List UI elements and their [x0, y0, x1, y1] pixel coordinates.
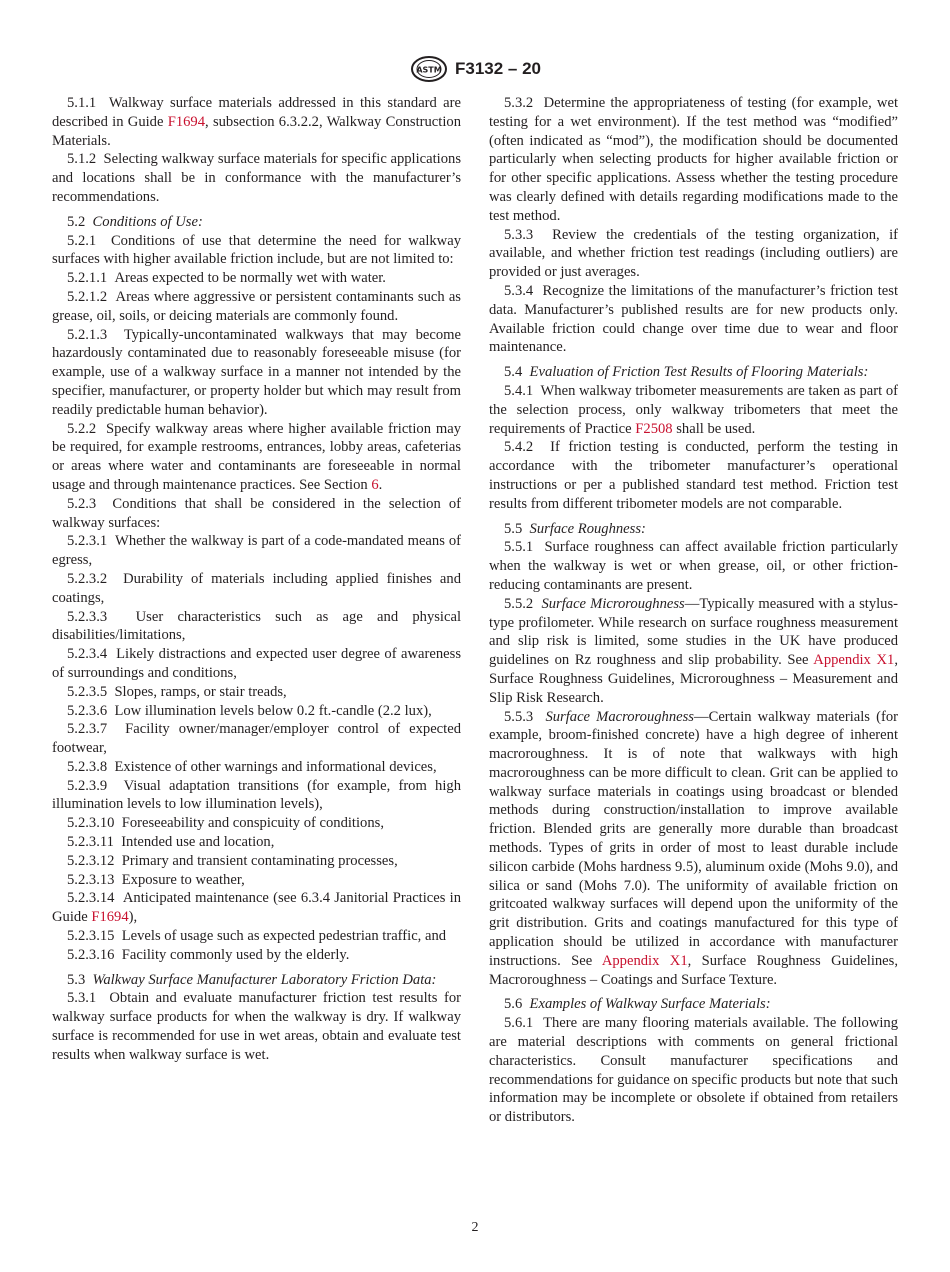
- paragraph-5-2: [52, 213, 461, 232]
- section-number: 5.3.4: [504, 282, 534, 299]
- paragraph-text: Specify walkway areas where higher available friction may be required, for example restrooms, entrances, lobby areas, cafeterias or areas where water and contaminants are foreseeable in normal usage and through maintenance practices. See Section: [52, 420, 462, 493]
- reference-link[interactable]: F2508: [635, 420, 673, 437]
- section-number: 5.3.2: [504, 95, 534, 111]
- paragraph-text: Recognize the limitations of the manufacturer’s friction test data. Manufacturer’s published results are for new products only. Available friction could change over time due to wear and floor maintenance.: [489, 282, 898, 356]
- paragraph-5-2-2: [52, 420, 461, 495]
- section-number: 5.2.3: [67, 495, 97, 512]
- paragraph-5-1-1: [52, 94, 461, 150]
- paragraph-text: —Typically measured with a stylus-type profilometer. While research on surface roughness measurement and slip risk is limited, some studies in the UK have produced guidelines on Rz roughness and slip probability. See: [489, 595, 899, 669]
- section-number: 5.5.2: [504, 595, 534, 612]
- section-number: 5.2.1.2: [67, 288, 108, 305]
- section-number: 5.1.1: [67, 95, 97, 111]
- paragraph-text: Facility commonly used by the elderly.: [121, 946, 350, 963]
- section-number: 5.4.2: [504, 439, 534, 456]
- paragraph-5-2-3-3: [52, 608, 461, 646]
- paragraph-text: Visual adaptation transitions (for example, from high illumination levels to low illumination levels),: [52, 777, 462, 813]
- section-number: 5.2.3.5: [67, 683, 108, 700]
- paragraph-5-1-2: [52, 150, 461, 206]
- paragraph-text: Selecting walkway surface materials for specific applications and locations shall be in conformance with the manufacturer’s recommendations.: [52, 151, 462, 205]
- paragraph-5-2-3-10: [52, 814, 461, 833]
- paragraph-text: Areas expected to be normally wet with water.: [114, 270, 386, 287]
- paragraph-text: , Surface Roughness Guidelines, Macroroughness – Coatings and Surface Texture.: [489, 952, 898, 988]
- paragraph-text: There are many flooring materials available. The following are material descriptions with comments on general frictional characteristics. Consult manufacturer specifications and recommendations for guidance on specific products but note that such information may be incomplete or obsolete if obtained from retailers or distributors.: [489, 1015, 899, 1126]
- astm-logo-icon: [409, 55, 449, 83]
- section-title: Walkway Surface Manufacturer Laboratory Friction Data:: [92, 971, 437, 988]
- paragraph-text: Intended use and location,: [121, 834, 275, 851]
- paragraph-lead: Surface Microroughness: [541, 595, 685, 612]
- paragraph-5-2-3-12: [52, 852, 461, 871]
- left-column: [52, 94, 461, 1065]
- paragraph-text: Review the credentials of the testing organization, if available, and whether friction test readings (including outliers) are provided or just averages.: [489, 226, 899, 281]
- section-number: 5.5.1: [504, 539, 534, 556]
- paragraph-5-2-3-2: [52, 570, 461, 608]
- document-id: F3132 – 20: [454, 59, 541, 78]
- paragraph-text: Foreseeability and conspicuity of conditions,: [121, 815, 384, 832]
- section-number: 5.2.3.16: [67, 946, 115, 963]
- paragraph-text: , Surface Roughness Guidelines, Microroughness – Measurement and Slip Risk Research.: [489, 652, 898, 706]
- paragraph-5-5-2: [489, 595, 898, 708]
- paragraph-5-2-1: [52, 232, 461, 270]
- paragraph-5-3-2: [489, 94, 898, 226]
- paragraph-5-2-3-16: [52, 946, 461, 965]
- paragraph-5-2-1-3: [52, 326, 461, 420]
- section-number: 5.6.1: [504, 1015, 534, 1032]
- paragraph-5-3: [52, 971, 461, 990]
- section-number: 5.2.3.1: [67, 533, 108, 550]
- paragraph-5-2-3-13: [52, 871, 461, 890]
- paragraph-text: Low illumination levels below 0.2 ft.-candle (2.2 lux),: [114, 702, 432, 719]
- paragraph-5-2-3-4: [52, 645, 461, 683]
- section-number: 5.2.3.11: [67, 834, 114, 851]
- paragraph-5-2-3-1: [52, 532, 461, 570]
- paragraph-5-2-3: [52, 495, 461, 533]
- section-number: 5.3.3: [504, 226, 534, 243]
- paragraph-5-2-3-8: [52, 758, 461, 777]
- paragraph-text: Facility owner/manager/employer control of expected footwear,: [52, 721, 461, 757]
- paragraph-text: Conditions that shall be considered in the selection of walkway surfaces:: [52, 495, 462, 531]
- reference-link[interactable]: F1694: [91, 909, 129, 926]
- section-number: 5.2.1: [67, 232, 97, 249]
- section-number: 5.2.3.3: [67, 608, 108, 625]
- section-number: 5.2.3.4: [67, 646, 108, 663]
- paragraph-5-2-3-5: [52, 683, 461, 702]
- paragraph-text: User characteristics such as age and physical disabilities/limitations,: [52, 608, 461, 644]
- paragraph-5-4-2: [489, 438, 898, 513]
- paragraph-5-2-3-9: [52, 777, 461, 815]
- section-number: 5.5.3: [504, 708, 534, 725]
- paragraph-5-6-1: [489, 1014, 898, 1127]
- paragraph-5-5-3: [489, 708, 898, 990]
- section-number: 5.2.3.10: [67, 815, 115, 832]
- paragraph-5-2-3-15: [52, 927, 461, 946]
- paragraph-text: ),: [128, 909, 138, 926]
- paragraph-text: Whether the walkway is part of a code-mandated means of egress,: [52, 533, 461, 569]
- reference-link[interactable]: Appendix X1: [813, 652, 895, 669]
- section-title: Surface Roughness:: [529, 520, 646, 537]
- paragraph-5-2-3-6: [52, 702, 461, 721]
- paragraph-text: —Certain walkway materials (for example, broom-finished concrete) have a high degree of inherent macroroughness. It is of note that walkways with high macroroughness can be more difficult to clean. Grit can be applied to walkway surface materials in coatings using broadcast or blended methods during construction/installation to improve available friction. Blended grits are generally more durable than broadcast methods. Types of grits in order of most to least durable include silicon carbide (Mohs hardness 9.5), aluminum oxide (Mohs 9.0), and silica or sand (Mohs 7.0). The uniformity of available friction on gritcoated walkway surfaces will depend upon the uniformity of the grit distribution. Grits and coatings manufactured for this type of application should be utilized in accordance with manufacturer instructions. See: [489, 708, 898, 969]
- paragraph-5-2-3-14: [52, 889, 461, 927]
- paragraph-text: Conditions of use that determine the need for walkway surfaces with higher available friction include, but are not limited to:: [52, 232, 461, 268]
- paragraph-text: .: [378, 476, 383, 493]
- reference-link[interactable]: Appendix X1: [601, 952, 688, 969]
- paragraph-text: Primary and transient contaminating processes,: [121, 852, 398, 869]
- section-number: 5.2.1.1: [67, 270, 108, 287]
- page-number: 2: [471, 1220, 479, 1235]
- section-number: 5.4.1: [504, 382, 534, 399]
- paragraph-text: Typically-uncontaminated walkways that may become hazardously contaminated due to reasonably foreseeable misuse (for example, use of a walkway surface in a manner not intended by the specifier, manufacturer, or property holder but which may result from readily predictable human behavior).: [52, 326, 462, 418]
- section-number: 5.2.1.3: [67, 326, 108, 343]
- section-number: 5.2.3.6: [67, 702, 108, 719]
- paragraph-5-5-1: [489, 538, 898, 594]
- section-title: Conditions of Use:: [92, 213, 203, 230]
- paragraph-text: If friction testing is conducted, perform the testing in accordance with the tribometer manufacturer’s operational instructions or per a published standard test method. Friction test results from different tribometer models are not comparable.: [489, 439, 898, 512]
- section-number: 5.3: [67, 971, 86, 988]
- paragraph-5-2-3-11: [52, 833, 461, 852]
- right-column: [489, 94, 898, 1127]
- section-number: 5.2.3.9: [67, 777, 108, 794]
- page-header: [0, 54, 950, 84]
- paragraph-text: Slopes, ramps, or stair treads,: [114, 683, 287, 700]
- reference-link[interactable]: 6: [371, 476, 379, 493]
- section-number: 5.1.2: [67, 151, 97, 168]
- paragraph-5-2-3-7: [52, 720, 461, 758]
- section-number: 5.2.2: [67, 420, 97, 437]
- paragraph-text: Durability of materials including applied finishes and coatings,: [52, 570, 461, 606]
- section-number: 5.2.3.12: [67, 852, 115, 869]
- paragraph-text: , subsection 6.3.2.2, Walkway Construction Materials.: [52, 113, 461, 149]
- section-number: 5.2.3.14: [67, 890, 115, 907]
- paragraph-5-6: [489, 995, 898, 1014]
- section-number: 5.2.3.2: [67, 570, 108, 587]
- paragraph-5-4: [489, 363, 898, 382]
- paragraph-5-2-1-1: [52, 269, 461, 288]
- reference-link[interactable]: F1694: [167, 113, 206, 130]
- section-number: 5.2: [67, 213, 86, 230]
- paragraph-text: Exposure to weather,: [121, 871, 245, 888]
- paragraph-text: Walkway surface materials addressed in this standard are described in Guide: [52, 95, 461, 130]
- paragraph-5-2-1-2: [52, 288, 461, 326]
- paragraph-5-3-1: [52, 989, 461, 1064]
- section-number: 5.2.3.7: [67, 721, 108, 738]
- section-number: 5.5: [504, 520, 523, 537]
- paragraph-text: Levels of usage such as expected pedestrian traffic, and: [121, 928, 447, 945]
- section-number: 5.2.3.15: [67, 928, 115, 945]
- section-number: 5.3.1: [67, 990, 97, 1007]
- paragraph-text: Likely distractions and expected user degree of awareness of surroundings and conditions,: [52, 646, 462, 681]
- section-number: 5.4: [504, 364, 523, 381]
- paragraph-5-4-1: [489, 382, 898, 438]
- paragraph-text: Surface roughness can affect available friction particularly when the walkway is wet or when grease, oil, or other friction-reducing contaminants are present.: [489, 539, 898, 593]
- paragraph-5-3-4: [489, 282, 898, 357]
- paragraph-text: Areas where aggressive or persistent contaminants such as grease, oil, soils, or deicing materials are commonly found.: [52, 288, 461, 324]
- paragraph-text: Determine the appropriateness of testing (for example, wet testing for a wet environment). If the test method was “modified” (often indicated as “mod”), the modification should be documented particularly when selecting products for higher available friction or for other specific applications. Assess whether the testing procedure was clearly defined with details regarding modifications made to the test method.: [489, 95, 899, 224]
- section-number: 5.2.3.13: [67, 871, 115, 888]
- logo-text: ASTM: [416, 65, 442, 75]
- section-title: Examples of Walkway Surface Materials:: [529, 996, 771, 1013]
- section-title: Evaluation of Friction Test Results of Flooring Materials:: [529, 364, 869, 381]
- paragraph-text: Obtain and evaluate manufacturer friction test results for walkway surface products for when the walkway is dry. If walkway surface is recommended for use in wet areas, obtain and evaluate test results when walkway surface is wet.: [52, 990, 461, 1063]
- section-number: 5.2.3.8: [67, 758, 108, 775]
- paragraph-text: When walkway tribometer measurements are taken as part of the selection process, only walkway tribometers that meet the requirements of Practice: [489, 382, 899, 437]
- paragraph-text: Anticipated maintenance (see 6.3.4 Janitorial Practices in Guide: [52, 890, 461, 926]
- paragraph-5-3-3: [489, 226, 898, 282]
- section-number: 5.6: [504, 996, 523, 1013]
- paragraph-lead: Surface Macroroughness: [545, 708, 694, 725]
- paragraph-text: Existence of other warnings and informational devices,: [114, 758, 437, 775]
- paragraph-5-5: [489, 520, 898, 539]
- paragraph-text: shall be used.: [672, 420, 756, 437]
